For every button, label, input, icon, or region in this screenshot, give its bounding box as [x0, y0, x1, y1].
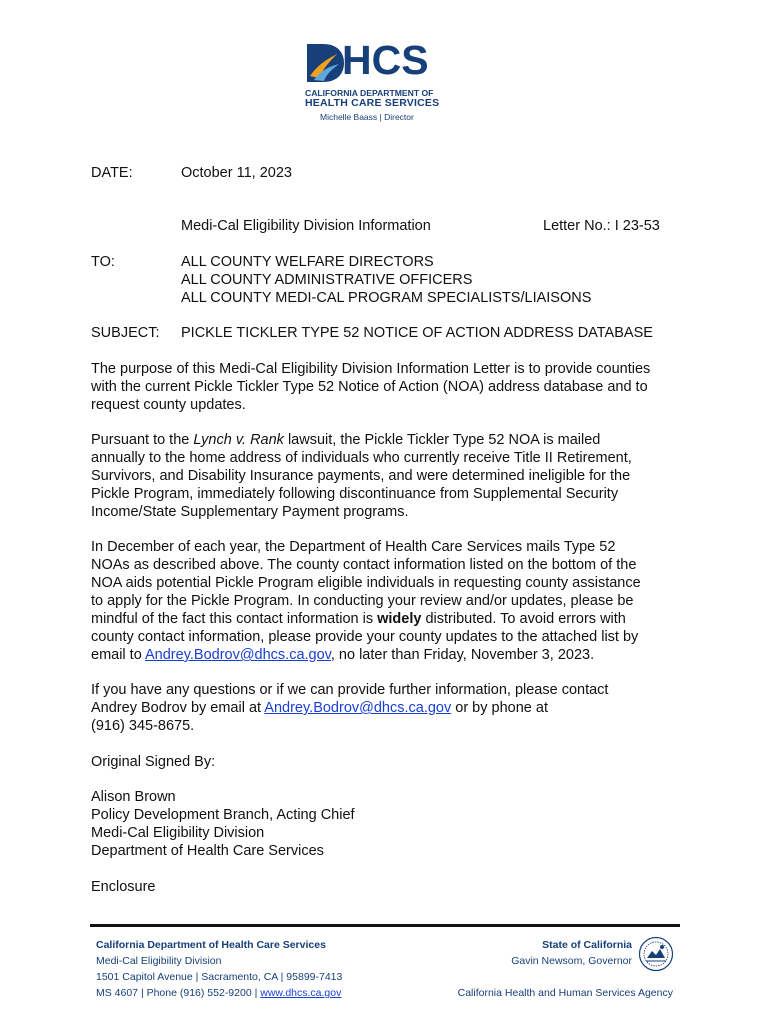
subject-value: PICKLE TICKLER TYPE 52 NOTICE OF ACTION ADDRESS DATABASE [181, 325, 653, 341]
email-link[interactable]: Andrey.Bodrov@dhcs.ca.gov [145, 647, 331, 663]
signature-block [91, 788, 691, 860]
paragraph-lawsuit [91, 431, 691, 521]
paragraph-line: In December of each year, the Department of Health Care Services mails Type 52 [91, 539, 616, 555]
text-span: Andrey Bodrov by email at [91, 700, 265, 716]
letter-number: Letter No.: I 23-53 [543, 218, 660, 234]
to-line-1: ALL COUNTY WELFARE DIRECTORS [181, 254, 434, 270]
paragraph-line: NOAs as described above. The county contact information listed on the bottom of the [91, 557, 637, 573]
footer-state-title: State of California [542, 939, 632, 951]
paragraph-december [91, 538, 691, 664]
footer-agency: California Health and Human Services Agency [457, 987, 673, 999]
paragraph-line [91, 610, 691, 628]
signer-line: Alison Brown [91, 789, 176, 805]
signed-note: Original Signed By: [91, 754, 216, 770]
paragraph-line [91, 431, 691, 449]
paragraph-line: The purpose of this Medi-Cal Eligibility Division Information Letter is to provide counties [91, 361, 651, 377]
signer-line: Medi-Cal Eligibility Division [91, 825, 265, 841]
subject-label: SUBJECT: [91, 325, 160, 341]
dept-line-1: CALIFORNIA DEPARTMENT OF [305, 88, 434, 98]
signer-line: Policy Development Branch, Acting Chief [91, 807, 355, 823]
email-link[interactable]: Andrey.Bodrov@dhcs.ca.gov [264, 700, 452, 716]
footer-left [96, 937, 342, 1001]
text-span: email to [91, 647, 145, 663]
date-value: October 11, 2023 [181, 165, 292, 181]
dhcs-d-mark-icon [305, 42, 345, 84]
paragraph-line: county contact information, please provide your county updates to the attached list by [91, 629, 639, 645]
text-span: , no later than Friday, November 3, 2023. [330, 647, 595, 663]
enclosure-label: Enclosure [91, 879, 156, 895]
state-seal-icon [638, 936, 674, 972]
paragraph-line: Pickle Program, immediately following discontinuance from Supplemental Security [91, 486, 619, 502]
text-span: MS 4607 | Phone (916) 552-9200 | [96, 987, 261, 999]
paragraph-line: to apply for the Pickle Program. In conducting your review and/or updates, please be [91, 593, 634, 609]
paragraph-line: Survivors, and Disability Insurance payments, and were determined ineligible for the [91, 468, 631, 484]
text-span: lawsuit, the Pickle Tickler Type 52 NOA is mailed [283, 432, 601, 448]
paragraph-line: Income/State Supplementary Payment programs. [91, 504, 409, 520]
footer-address: 1501 Capitol Avenue | Sacramento, CA | 95899-7413 [96, 971, 343, 983]
paragraph-line [91, 699, 691, 717]
director-line: Michelle Baass | Director [320, 112, 414, 122]
logo-text: HCS [342, 37, 429, 83]
text-span: distributed. To avoid errors with [421, 611, 626, 627]
footer-division: Medi-Cal Eligibility Division [96, 955, 222, 967]
paragraph-line: annually to the home address of individuals who currently receive Title II Retirement, [91, 450, 632, 466]
text-span: mindful of the fact this contact information is [91, 611, 378, 627]
paragraph-line: (916) 345-8675. [91, 718, 195, 734]
footer-right [490, 937, 632, 969]
paragraph-contact [91, 681, 691, 735]
footer-governor: Gavin Newsom, Governor [511, 955, 632, 967]
website-link[interactable]: www.dhcs.ca.gov [260, 987, 342, 999]
paragraph-line: request county updates. [91, 397, 246, 413]
text-span: Pursuant to the [91, 432, 194, 448]
footer-phone-line [96, 985, 342, 1001]
bold-word: widely [377, 611, 422, 627]
footer-divider [90, 924, 680, 927]
signer-line: Department of Health Care Services [91, 843, 324, 859]
paragraph-line: NOA aids potential Pickle Program eligible individuals in requesting county assistance [91, 575, 641, 591]
text-span: or by phone at [451, 700, 548, 716]
to-line-2: ALL COUNTY ADMINISTRATIVE OFFICERS [181, 272, 473, 288]
paragraph-purpose [91, 360, 691, 414]
dhcs-logo [302, 37, 452, 126]
case-name: Lynch v. Rank [193, 432, 284, 448]
info-type: Medi-Cal Eligibility Division Information [181, 218, 431, 234]
to-label: TO: [91, 254, 115, 270]
footer-dept-title: California Department of Health Care Services [96, 939, 326, 951]
dept-line-2: HEALTH CARE SERVICES [305, 97, 440, 109]
paragraph-line [91, 646, 691, 664]
date-label: DATE: [91, 165, 133, 181]
paragraph-line: with the current Pickle Tickler Type 52 Notice of Action (NOA) address database and to [91, 379, 648, 395]
paragraph-line: If you have any questions or if we can provide further information, please contact [91, 682, 609, 698]
to-line-3: ALL COUNTY MEDI-CAL PROGRAM SPECIALISTS/LIAISONS [181, 290, 592, 306]
